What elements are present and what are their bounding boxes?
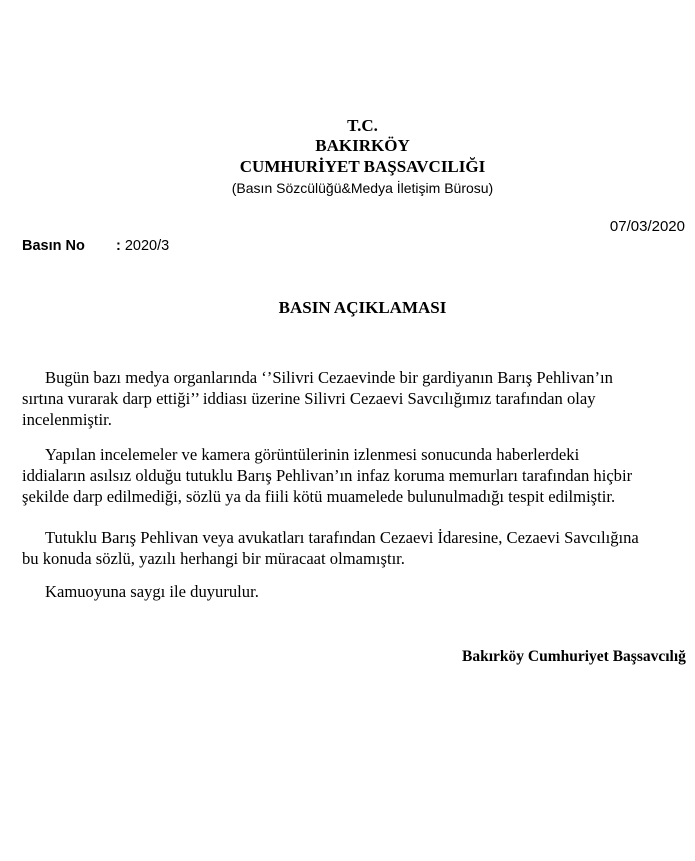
document-date: 07/03/2020	[609, 218, 685, 235]
paragraph-3	[22, 527, 695, 569]
header-office: CUMHURİYET BAŞSAVCILIĞI	[239, 157, 486, 176]
header-subtitle: (Basın Sözcülüğü&Medya İletişim Bürosu)	[231, 180, 494, 196]
press-number-value: 2020/3	[124, 238, 170, 254]
paragraph-line: sırtına vurarak darp ettiği’’ iddiası üzerine Silivri Cezaevi Savcılığımız tarafından olay	[22, 389, 596, 408]
paragraph-line: Tutuklu Barış Pehlivan veya avukatları tarafından Cezaevi İdaresine, Cezaevi Savcılığına	[45, 528, 639, 547]
paragraph-1	[22, 367, 695, 430]
press-number-colon: :	[116, 238, 121, 254]
paragraph-line: bu konuda sözlü, yazılı herhangi bir müracaat olmamıştır.	[22, 549, 405, 568]
paragraph-line: Yapılan incelemeler ve kamera görüntülerinin izlenmesi sonucunda haberlerdeki	[45, 445, 580, 464]
document-title: BASIN AÇIKLAMASI	[278, 298, 447, 317]
paragraph-line: Kamuoyuna saygı ile duyurulur.	[45, 582, 259, 601]
paragraph-line: şekilde darp edilmediği, sözlü ya da fiili kötü muamelede bulunulmadığı tespit edilmiştir.	[22, 487, 616, 506]
header-district: BAKIRKÖY	[315, 136, 410, 155]
paragraph-line: iddiaların asılsız olduğu tutuklu Barış Pehlivan’ın infaz koruma memurları tarafından hiçbir	[22, 466, 633, 485]
signature-office: Bakırköy Cumhuriyet Başsavcılığ	[462, 648, 686, 665]
paragraph-4	[22, 581, 695, 602]
paragraph-2	[22, 444, 695, 507]
paragraph-line: Bugün bazı medya organlarında ‘’Silivri Cezaevinde bir gardiyanın Barış Pehlivan’ın	[45, 368, 613, 387]
press-number-label: Basın No	[22, 238, 85, 254]
header-tc: T.C.	[347, 116, 378, 135]
paragraph-line: incelenmiştir.	[22, 410, 112, 429]
press-number	[116, 238, 169, 254]
